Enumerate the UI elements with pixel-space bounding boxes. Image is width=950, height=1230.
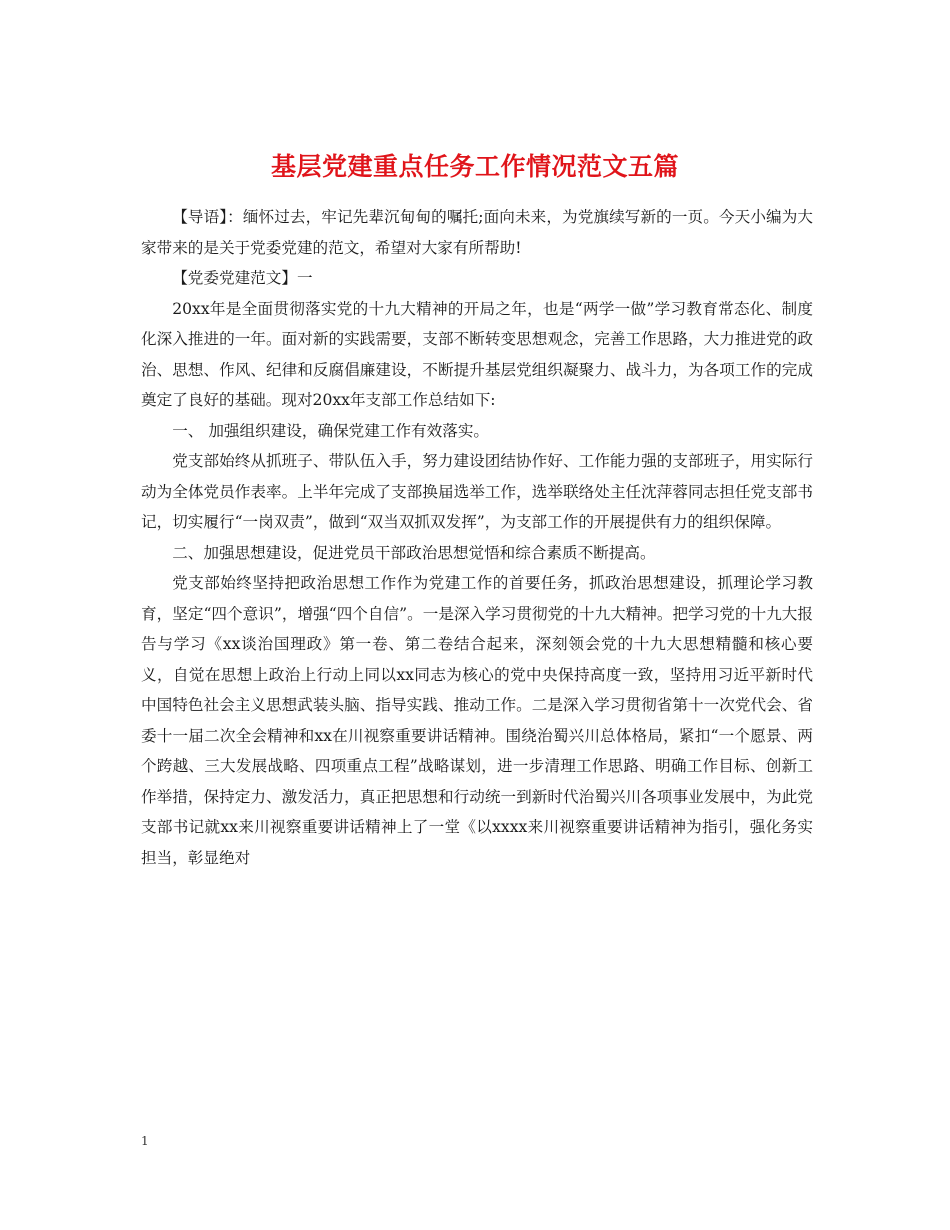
intro-paragraph: 【导语】：缅怀过去，牢记先辈沉甸甸的嘱托;面向未来，为党旗续写新的一页。今天小编为大家带来的是关于党委党建的范文，希望对大家有所帮助! bbox=[141, 208, 813, 257]
subsection-heading: 一、 加强组织建设，确保党建工作有效落实。 bbox=[172, 421, 490, 440]
section-heading: 【党委党建范文】一 bbox=[172, 269, 313, 287]
body-paragraph: 党支部始终从抓班子、带队伍入手，努力建设团结协作好、工作能力强的支部班子，用实际行动为全体党员作表率。上半年完成了支部换届选举工作，选举联络处主任沈萍蓉同志担任党支部书记，切实履行“一岗双责”，做到“双当双抓双发挥”，为支部工作的开展提供有力的组织保障。 bbox=[141, 452, 813, 531]
page-number: 1 bbox=[141, 1134, 149, 1148]
document-body bbox=[141, 202, 813, 873]
page-title: 基层党建重点任务工作情况范文五篇 bbox=[270, 151, 679, 181]
body-paragraph: 20xx年是全面贯彻落实党的十九大精神的开局之年，也是“两学一做”学习教育常态化、制度化深入推进的一年。面对新的实践需要，支部不断转变思想观念，完善工作思路，大力推进党的政治、思想、作风、纪律和反腐倡廉建设，不断提升基层党组织凝聚力、战斗力，为各项工作的完成奠定了良好的基础。现对20xx年支部工作总结如下: bbox=[141, 299, 813, 409]
subsection-heading: 二、加强思想建设，促进党员干部政治思想觉悟和综合素质不断提高。 bbox=[172, 543, 656, 562]
body-paragraph: 党支部始终坚持把政治思想工作作为党建工作的首要任务，抓政治思想建设，抓理论学习教育，坚定“四个意识”，增强“四个自信”。一是深入学习贯彻党的十九大精神。把学习党的十九大报告与学习《xx谈治国理政》第一卷、第二卷结合起来，深刻领会党的十九大思想精髓和核心要义，自觉在思想上政治上行动上同以xx同志为核心的党中央保持高度一致，坚持用习近平新时代中国特色社会主义思想武装头脑、指导实践、推动工作。二是深入学习贯彻省第十一次党代会、省委十一届二次全会精神和xx在川视察重要讲话精神。围绕治蜀兴川总体格局，紧扣“一个愿景、两个跨越、三大发展战略、四项重点工程”战略谋划，进一步清理工作思路、明确工作目标、创新工作举措，保持定力、激发活力，真正把思想和行动统一到新时代治蜀兴川各项事业发展中，为此党支部书记就xx来川视察重要讲话精神上了一堂《以xxxx来川视察重要讲话精神为指引，强化务实担当，彰显绝对 bbox=[141, 574, 813, 867]
